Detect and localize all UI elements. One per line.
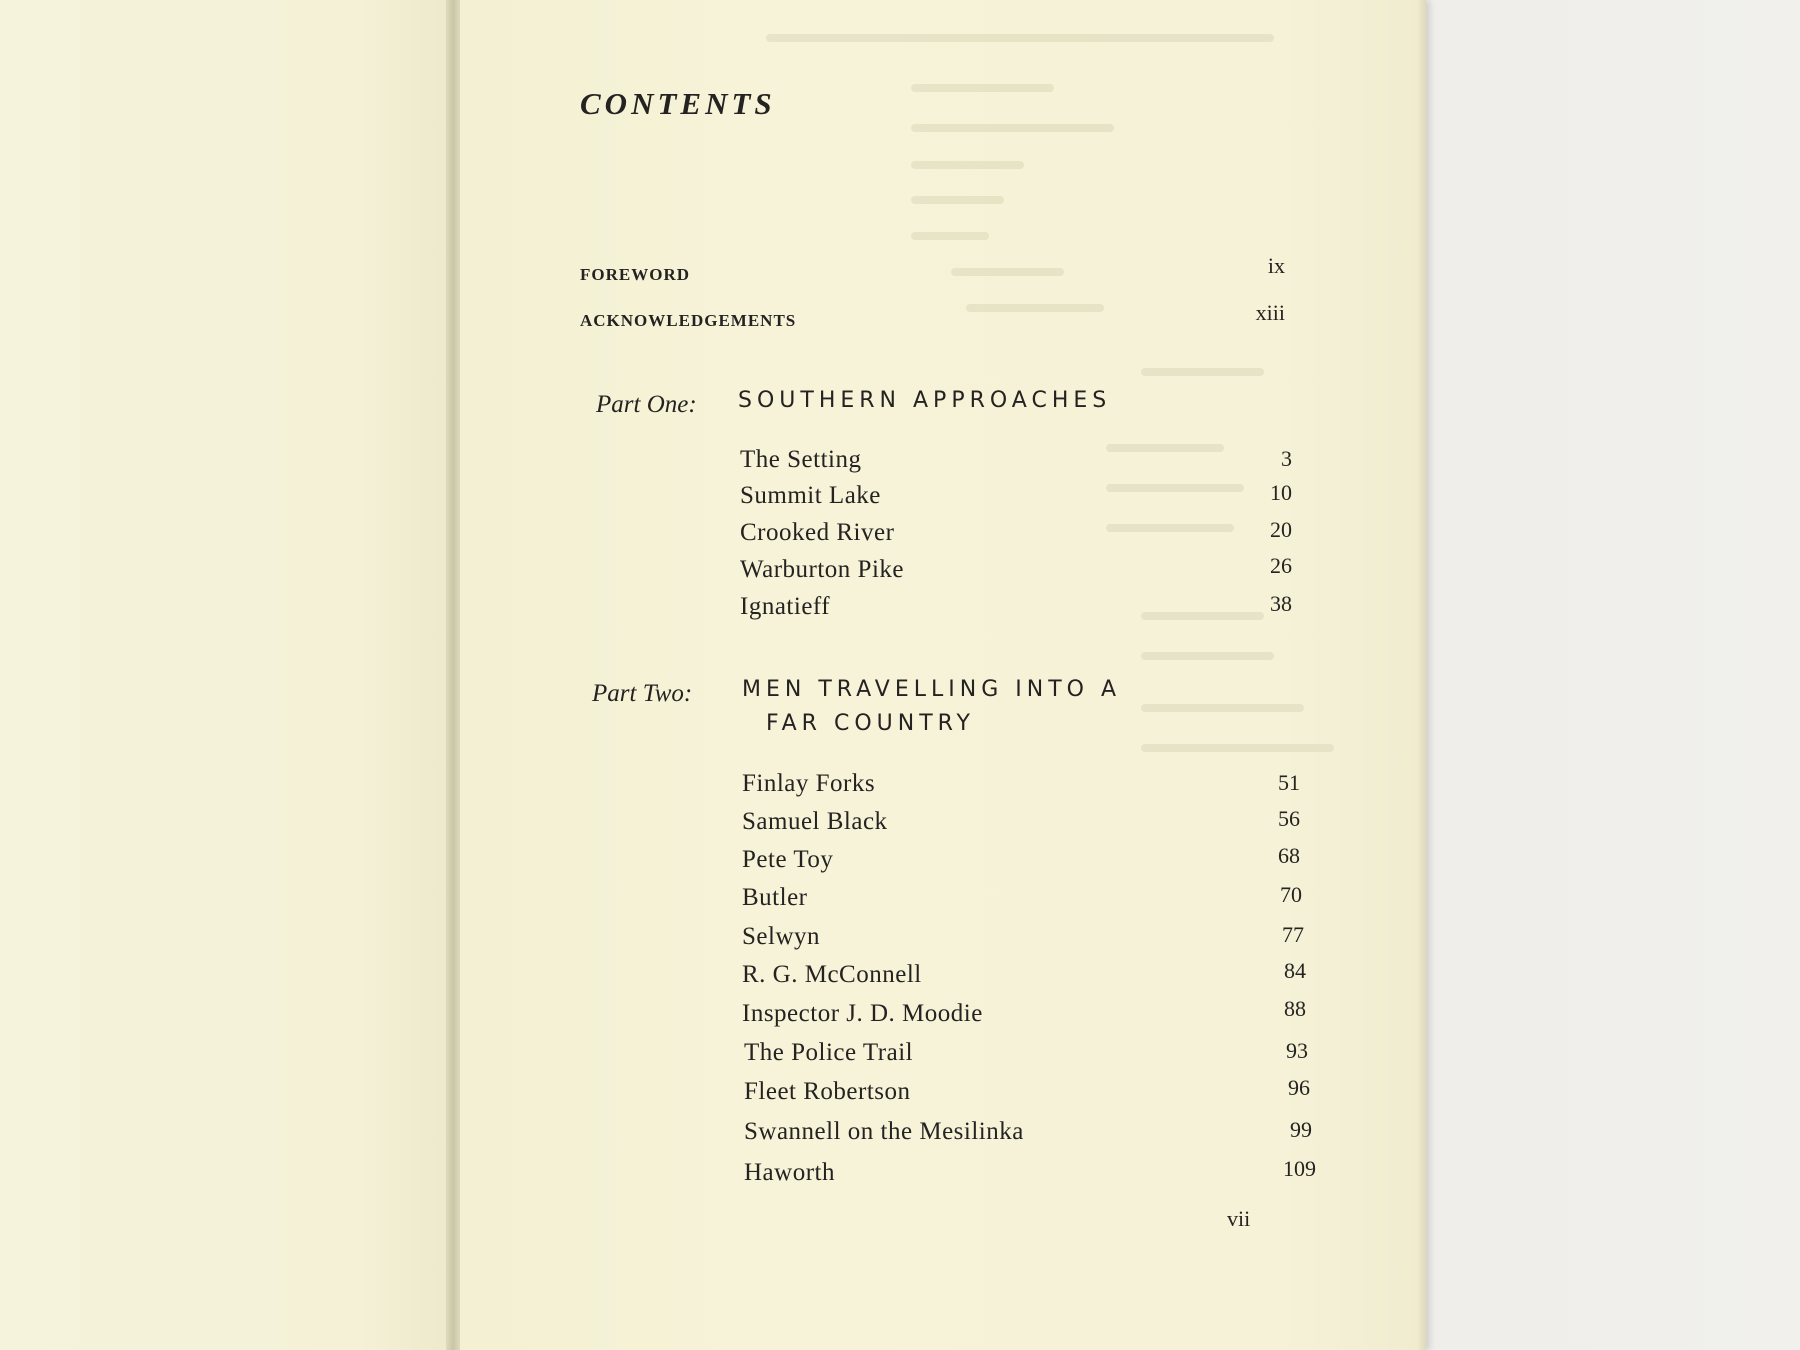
chapter-page-number: 93 — [1286, 1038, 1308, 1063]
acknowledgements-page-number: xiii — [1255, 300, 1285, 325]
contents-heading: CONTENTS — [580, 86, 776, 121]
chapter-title: The Police Trail — [744, 1039, 914, 1066]
chapter-title: Fleet Robertson — [744, 1078, 911, 1105]
chapter-title: Selwyn — [742, 923, 820, 950]
chapter-title: Finlay Forks — [742, 770, 876, 797]
foreword-page-number: ix — [1267, 253, 1285, 278]
chapter-page-number: 99 — [1290, 1117, 1312, 1142]
chapter-title: Butler — [742, 884, 808, 911]
part-one-label: Part One: — [596, 391, 697, 418]
chapter-page-number: 56 — [1278, 806, 1300, 831]
chapter-title: Summit Lake — [740, 482, 881, 509]
chapter-page-number: 38 — [1270, 591, 1292, 616]
chapter-title: Samuel Black — [742, 808, 888, 835]
chapter-page-number: 3 — [1281, 446, 1292, 471]
chapter-page-number: 51 — [1278, 770, 1300, 795]
chapter-title: The Setting — [740, 446, 862, 473]
part-two-title-line-2: FAR COUNTRY — [766, 711, 975, 736]
chapter-page-number: 26 — [1270, 553, 1292, 578]
chapter-page-number: 84 — [1284, 958, 1306, 983]
chapter-page-number: 70 — [1280, 882, 1302, 907]
chapter-page-number: 10 — [1270, 480, 1292, 505]
page-folio: vii — [1227, 1206, 1251, 1231]
foreword-label: FOREWORD — [580, 265, 690, 284]
chapter-page-number: 77 — [1282, 922, 1304, 947]
chapter-title: Ignatieff — [740, 593, 831, 620]
chapter-page-number: 96 — [1288, 1075, 1310, 1100]
chapter-page-number: 109 — [1283, 1156, 1316, 1181]
chapter-page-number: 68 — [1278, 843, 1300, 868]
part-two-title-line-1: MEN TRAVELLING INTO A — [742, 677, 1122, 702]
chapter-title: Crooked River — [740, 519, 895, 546]
acknowledgements-label: ACKNOWLEDGEMENTS — [580, 311, 797, 330]
chapter-title: R. G. McConnell — [742, 961, 922, 988]
chapter-title: Haworth — [744, 1159, 835, 1186]
chapter-title: Warburton Pike — [740, 556, 904, 583]
chapter-title: Inspector J. D. Moodie — [742, 1000, 983, 1027]
part-one-title: SOUTHERN APPROACHES — [738, 388, 1112, 413]
part-two-label: Part Two: — [592, 680, 693, 707]
chapter-title: Pete Toy — [742, 846, 834, 873]
chapter-page-number: 88 — [1284, 996, 1306, 1021]
chapter-page-number: 20 — [1270, 517, 1292, 542]
chapter-title: Swannell on the Mesilinka — [744, 1118, 1024, 1145]
